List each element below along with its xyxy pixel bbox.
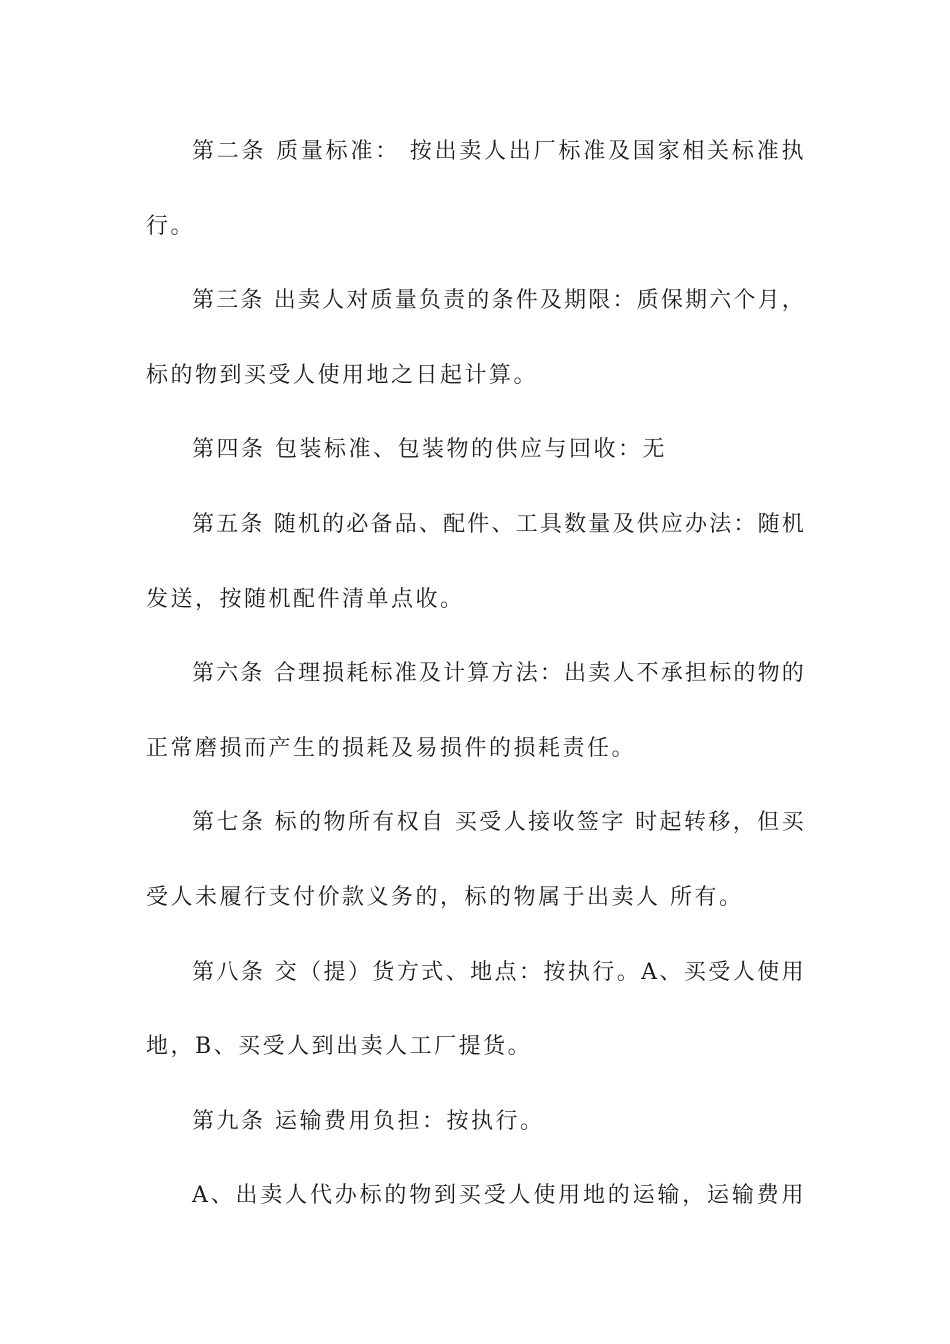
clause-8-line-2: 地，B、买受人到出卖人工厂提货。 <box>146 1034 533 1060</box>
clause-5-line-1: 第五条 随机的必备品、配件、工具数量及供应办法：随机 <box>192 511 806 537</box>
clause-5-line-2: 发送，按随机配件清单点收。 <box>146 586 465 612</box>
clause-9-line-1: 第九条 运输费用负担：按执行。 <box>192 1108 545 1134</box>
contract-text-block <box>146 127 806 1246</box>
clause-3-line-1: 第三条 出卖人对质量负责的条件及期限：质保期六个月， <box>192 288 806 314</box>
clause-8-line-1: 第八条 交（提）货方式、地点：按执行。A、买受人使用 <box>192 959 806 985</box>
clause-9a-line-1: A、出卖人代办标的物到买受人使用地的运输，运输费用 <box>192 1183 806 1209</box>
clause-7-line-2: 受人未履行支付价款义务的，标的物属于出卖人 所有。 <box>146 884 744 910</box>
clause-2-line-2: 行。 <box>146 213 196 239</box>
clause-2-line-1: 第二条 质量标准： 按出卖人出厂标准及国家相关标准执 <box>192 139 806 164</box>
clause-4-line-1: 第四条 包装标准、包装物的供应与回收：无 <box>192 437 667 463</box>
clause-6-line-2: 正常磨损而产生的损耗及易损件的损耗责任。 <box>146 735 637 761</box>
clause-7-line-1: 第七条 标的物所有权自 买受人接收签字 时起转移，但买 <box>192 810 806 836</box>
clause-3-line-2: 标的物到买受人使用地之日起计算。 <box>146 362 539 388</box>
clause-6-line-1: 第六条 合理损耗标准及计算方法：出卖人不承担标的物的 <box>192 661 806 687</box>
